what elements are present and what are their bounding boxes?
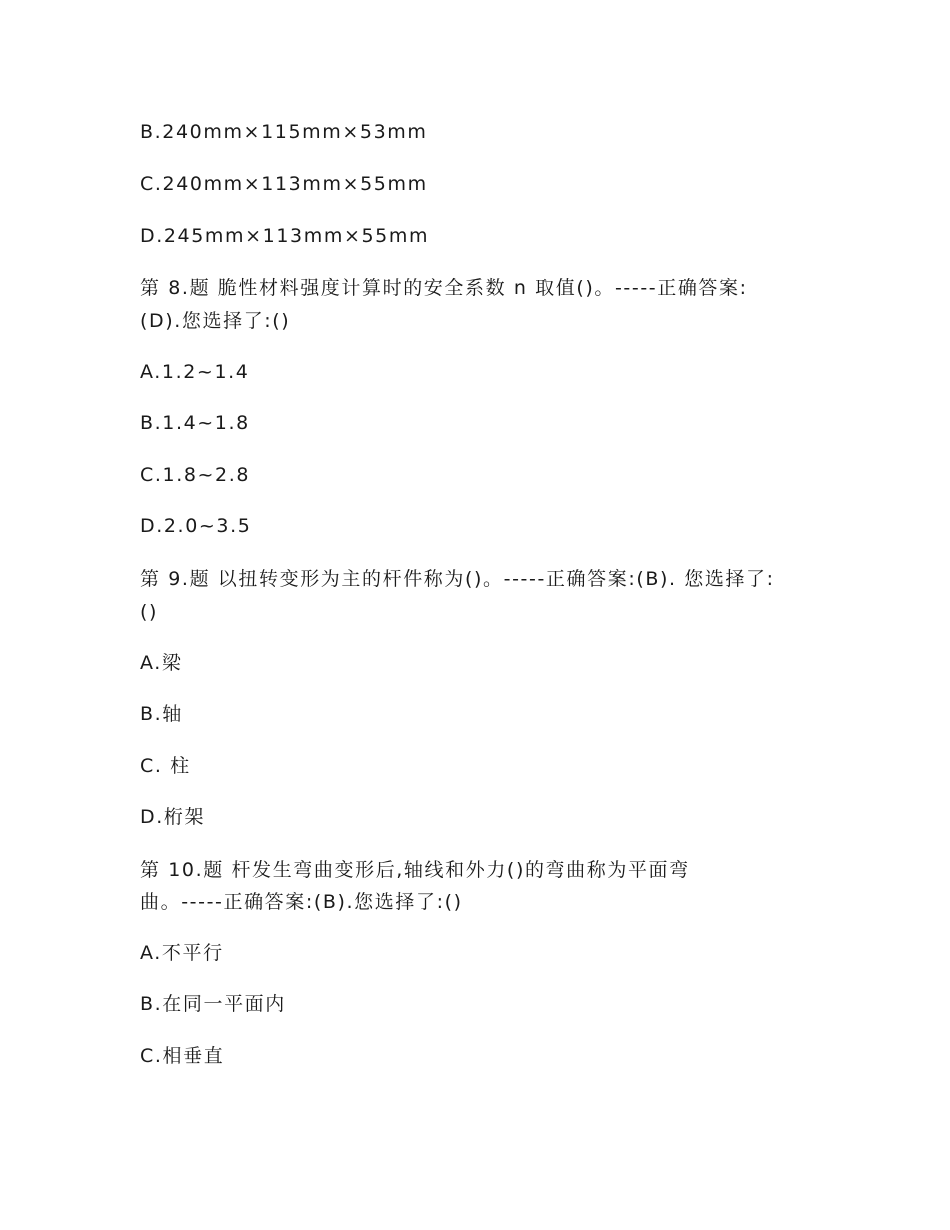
q8-option-d: D.2.0~3.5 [140, 515, 252, 537]
q8-option-c: C.1.8~2.8 [140, 464, 251, 486]
q9-option-b: B.轴 [140, 703, 183, 725]
q10-option-c: C.相垂直 [140, 1045, 225, 1067]
q10-option-b: B.在同一平面内 [140, 993, 286, 1015]
q8-question-line-1: 第 8.题 脆性材料强度计算时的安全系数 n 取值()。-----正确答案: [140, 277, 748, 299]
q9-question-line-1: 第 9.题 以扭转变形为主的杆件称为()。-----正确答案:(B). 您选择了: [140, 568, 775, 590]
q7-option-b: B.240mm×115mm×53mm [140, 121, 428, 143]
q9-option-d: D.桁架 [140, 806, 206, 828]
q9-option-c: C. 柱 [140, 755, 191, 777]
q9-option-a: A.梁 [140, 652, 183, 674]
q7-option-d: D.245mm×113mm×55mm [140, 225, 430, 247]
q8-option-b: B.1.4~1.8 [140, 412, 250, 434]
q7-option-c: C.240mm×113mm×55mm [140, 173, 428, 195]
q10-question-line-1: 第 10.题 杆发生弯曲变形后,轴线和外力()的弯曲称为平面弯 [140, 859, 690, 881]
q8-option-a: A.1.2~1.4 [140, 361, 250, 383]
q10-option-a: A.不平行 [140, 942, 224, 964]
q8-question-line-2: (D).您选择了:() [140, 310, 291, 332]
q10-question-line-2: 曲。-----正确答案:(B).您选择了:() [140, 891, 463, 913]
q9-question-line-2: () [140, 601, 159, 623]
